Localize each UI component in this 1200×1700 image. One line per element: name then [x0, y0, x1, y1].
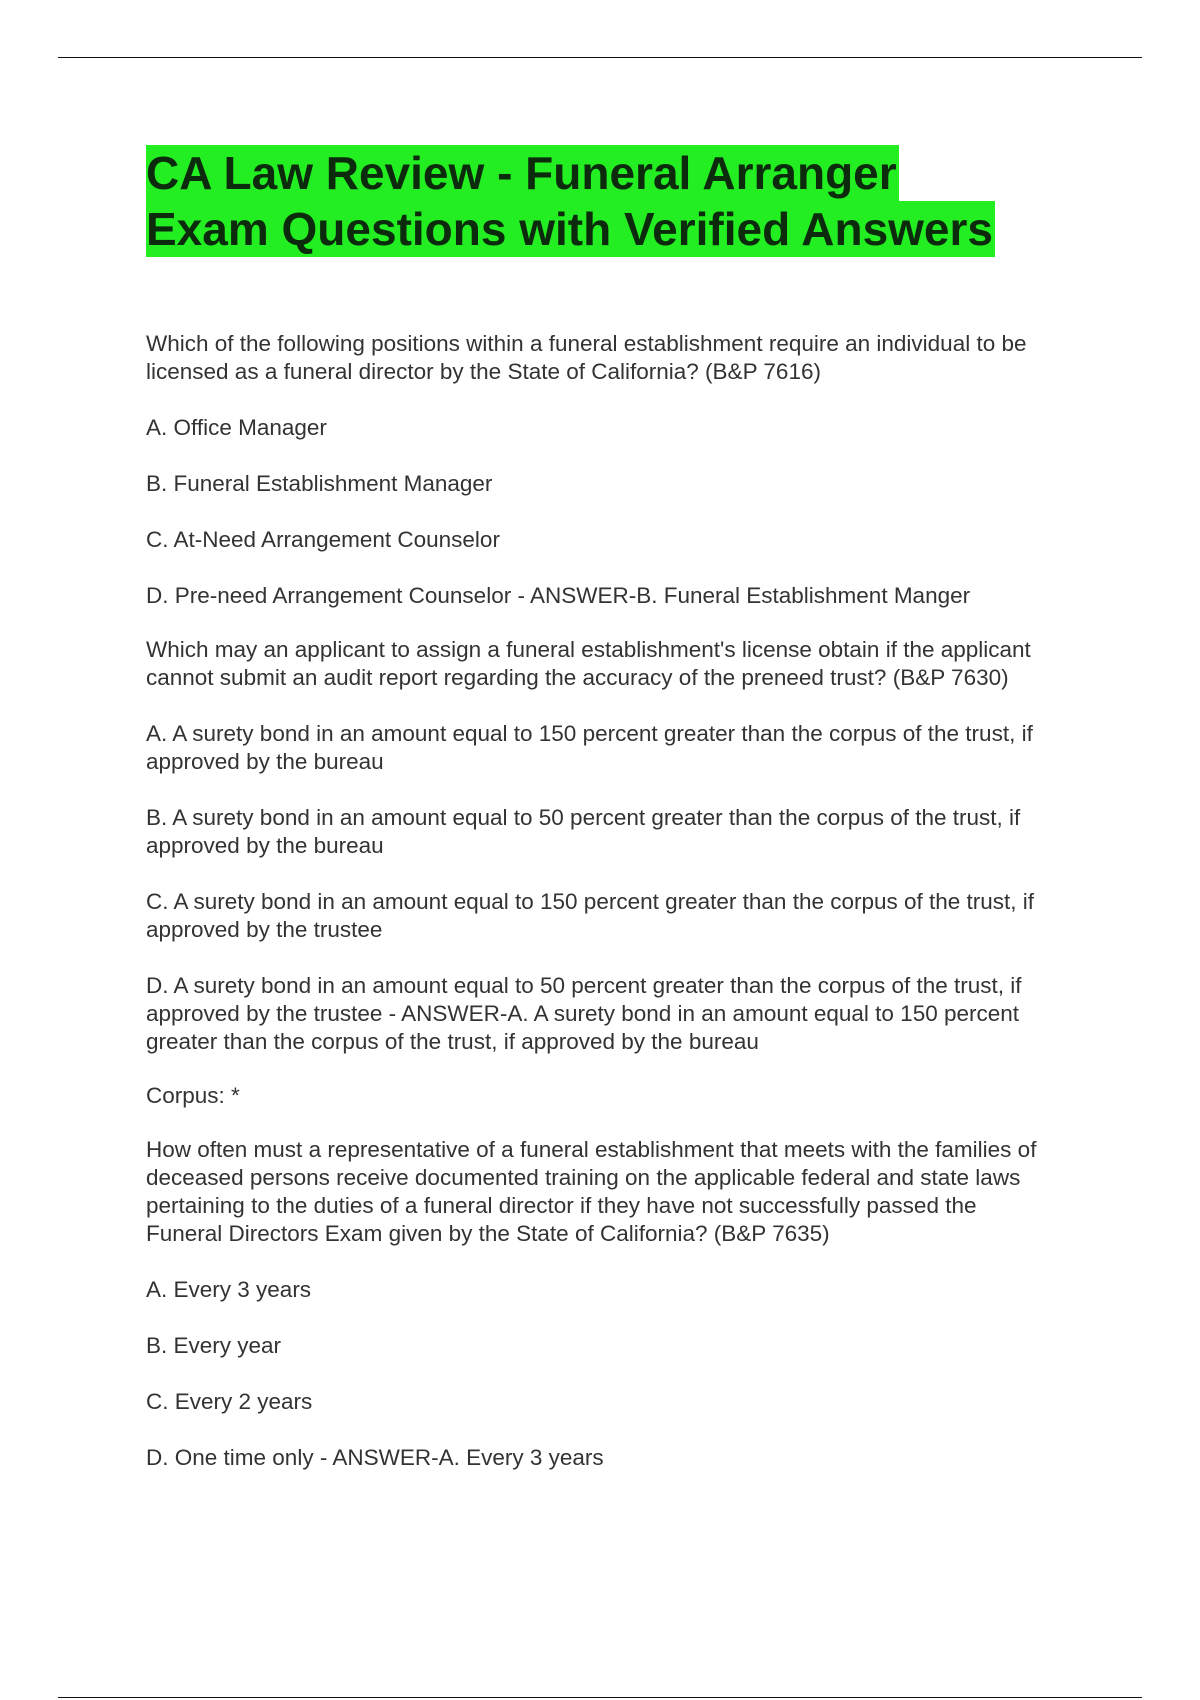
footer-rule [58, 1697, 1142, 1698]
question-3-option-d-answer: D. One time only - ANSWER-A. Every 3 years [146, 1445, 604, 1470]
question-2-option-b: B. A surety bond in an amount equal to 50 percent greater than the corpus of the trust, if approved by the bureau [146, 805, 1021, 858]
corpus-note: Corpus: * [146, 1083, 240, 1108]
question-3-option-c: C. Every 2 years [146, 1389, 313, 1414]
document-title [146, 145, 1146, 257]
question-1: Which of the following positions within a funeral establishment require an individual to be licensed as a funeral director by the State of California? (B&P 7616) [146, 331, 1027, 384]
question-3: How often must a representative of a funeral establishment that meets with the families of deceased persons receive documented training on the applicable federal and state laws pertaining to the duties of a funeral director if they have not successfully passed the Funeral Directors Exam given by the State of California? (B&P 7635) [146, 1137, 1037, 1246]
question-3-option-a: A. Every 3 years [146, 1277, 312, 1302]
question-1-option-a: A. Office Manager [146, 415, 327, 440]
question-2-option-c: C. A surety bond in an amount equal to 150 percent greater than the corpus of the trust, if approved by the trustee [146, 889, 1035, 942]
question-1-option-b: B. Funeral Establishment Manager [146, 471, 493, 496]
title-line-2: Exam Questions with Verified Answers [146, 203, 994, 255]
question-2: Which may an applicant to assign a funeral establishment's license obtain if the applicant cannot submit an audit report regarding the accuracy of the preneed trust? (B&P 7630) [146, 637, 1031, 690]
question-1-option-d-answer: D. Pre-need Arrangement Counselor - ANSWER-B. Funeral Establishment Manger [146, 583, 971, 608]
question-3-option-b: B. Every year [146, 1333, 282, 1358]
question-2-option-d-answer: D. A surety bond in an amount equal to 50 percent greater than the corpus of the trust, if approved by the trustee - ANSWER-A. A surety bond in an amount equal to 150 percent greater than the corpus of the trust, if approved by the bureau [146, 973, 1022, 1054]
header-rule [58, 57, 1142, 58]
document-body [146, 330, 1056, 1500]
title-line-1: CA Law Review - Funeral Arranger [146, 147, 897, 199]
question-1-option-c: C. At-Need Arrangement Counselor [146, 527, 500, 552]
question-2-option-a: A. A surety bond in an amount equal to 150 percent greater than the corpus of the trust, if approved by the bureau [146, 721, 1033, 774]
